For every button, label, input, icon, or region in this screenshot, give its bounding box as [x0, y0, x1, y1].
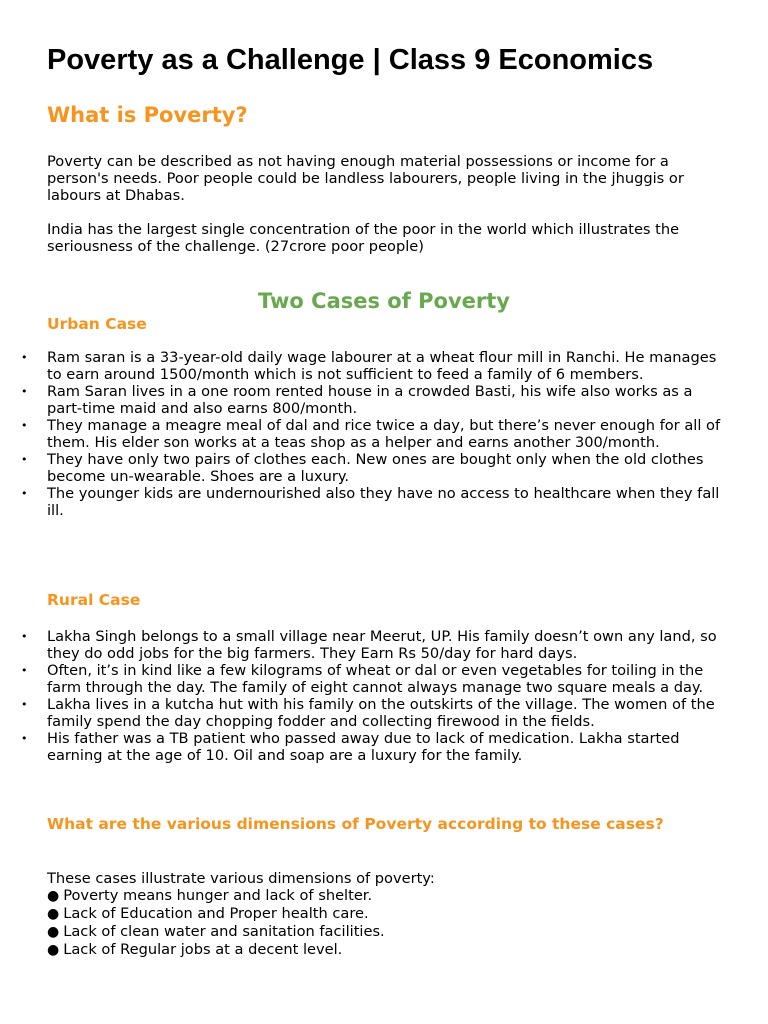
- subheading-dimensions-question: What are the various dimensions of Poverty according to these cases?: [47, 815, 664, 833]
- list-item: [47, 941, 727, 959]
- section-heading-what-is-poverty: What is Poverty?: [47, 103, 248, 127]
- urban-case-list: [47, 349, 727, 519]
- list-item: • His father was a TB patient who passed away due to lack of medication. Lakha started earning at the age of 10. Oil and soap are a luxury for the family.: [47, 730, 727, 764]
- dimension-text: Lack of clean water and sanitation facilities.: [63, 923, 385, 940]
- subheading-rural-case: Rural Case: [47, 591, 141, 609]
- list-item: [47, 923, 727, 941]
- dimensions-intro: These cases illustrate various dimensions of poverty:: [47, 870, 435, 887]
- list-item: • Lakha Singh belongs to a small village near Meerut, UP. His family doesn’t own any land, so they do odd jobs for the big farmers. They Earn Rs 50/day for hard days.: [47, 628, 727, 662]
- dimension-text: Poverty means hunger and lack of shelter.: [63, 887, 373, 904]
- list-item: • Often, it’s in kind like a few kilograms of wheat or dal or even vegetables for toiling in the farm through the day. The family of eight cannot always manage two square meals a day.: [47, 662, 727, 696]
- dimension-text: Lack of Regular jobs at a decent level.: [63, 941, 343, 958]
- rural-case-list: [47, 628, 727, 764]
- list-item: • They manage a meagre meal of dal and rice twice a day, but there’s never enough for all of them. His elder son works at a teas shop as a helper and earns another 300/month.: [47, 417, 727, 451]
- dimensions-list: [47, 887, 727, 959]
- list-item: • The younger kids are undernourished also they have no access to healthcare when they fall ill.: [47, 485, 727, 519]
- bullet-dot-icon: ●: [47, 924, 60, 940]
- paragraph-definition: Poverty can be described as not having enough material possessions or income for a person's needs. Poor people could be landless labourers, people living in the jhuggis or labours at Dhabas.: [47, 153, 684, 204]
- bullet-dot-icon: ●: [47, 888, 60, 904]
- section-heading-two-cases: Two Cases of Poverty: [258, 289, 510, 313]
- list-item: • Ram Saran lives in a one room rented house in a crowded Basti, his wife also works as a part-time maid and also earns 800/month.: [47, 383, 727, 417]
- subheading-urban-case: Urban Case: [47, 315, 147, 333]
- list-item: • They have only two pairs of clothes each. New ones are bought only when the old clothes become un-wearable. Shoes are a luxury.: [47, 451, 727, 485]
- list-item: • Ram saran is a 33-year-old daily wage labourer at a wheat flour mill in Ranchi. He manages to earn around 1500/month which is not sufficient to feed a family of 6 members.: [47, 349, 727, 383]
- list-item: [47, 905, 727, 923]
- paragraph-india-concentration: India has the largest single concentration of the poor in the world which illustrates the seriousness of the challenge. (27crore poor people): [47, 221, 680, 255]
- page-title: Poverty as a Challenge | Class 9 Economics: [47, 44, 654, 76]
- list-item: [47, 887, 727, 905]
- list-item: • Lakha lives in a kutcha hut with his family on the outskirts of the village. The women of the family spend the day chopping fodder and collecting firewood in the fields.: [47, 696, 727, 730]
- bullet-dot-icon: ●: [47, 942, 60, 958]
- bullet-dot-icon: ●: [47, 906, 60, 922]
- dimension-text: Lack of Education and Proper health care.: [63, 905, 369, 922]
